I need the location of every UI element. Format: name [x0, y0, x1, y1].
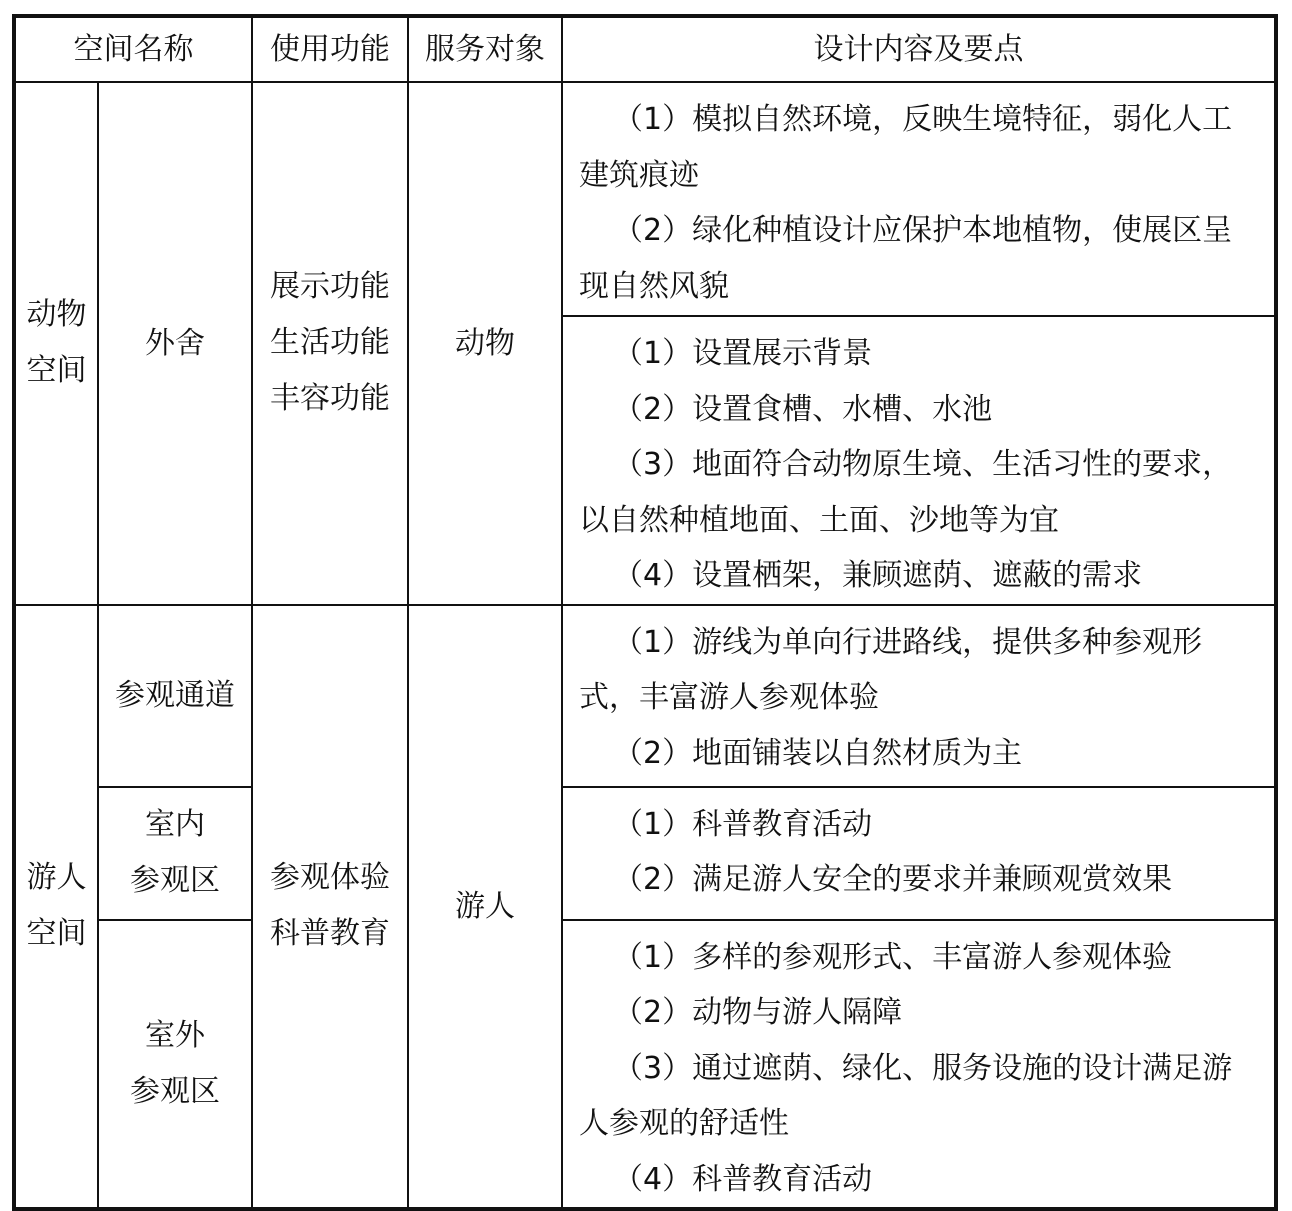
function-line: 展示功能 — [270, 269, 390, 305]
design-item: （1）设置展示背景 — [613, 336, 873, 371]
design-item: （4）科普教育活动 — [613, 1161, 873, 1197]
table-row — [14, 787, 1276, 920]
space-visitor — [14, 605, 98, 1210]
table-row — [14, 920, 1276, 1210]
subspace-line: 参观区 — [130, 1073, 220, 1109]
space-line: 空间 — [26, 916, 87, 952]
design-table — [12, 14, 1278, 1211]
header-row — [14, 16, 1276, 82]
space-line: 游人 — [26, 860, 87, 896]
design-item: （2）动物与游人隔障 — [613, 995, 903, 1030]
function-line: 科普教育 — [270, 916, 390, 952]
header-space-name: 空间名称 — [14, 16, 252, 82]
table-row — [14, 605, 1276, 787]
subspace-line: 参观区 — [130, 863, 220, 898]
design-item: （3）地面符合动物原生境、生活习性的要求，以自然种植地面、土面、沙地等为宜 — [579, 447, 1233, 538]
subspace-line: 室外 — [145, 1017, 205, 1053]
subspace-visit-path: 参观通道 — [98, 605, 252, 787]
function-line: 参观体验 — [270, 860, 390, 896]
functions-visitor — [252, 605, 408, 1210]
function-line: 生活功能 — [270, 325, 390, 361]
audience-visitor: 游人 — [408, 605, 562, 1210]
design-item: （1）模拟自然环境，反映生境特征，弱化人工建筑痕迹 — [579, 102, 1233, 193]
design-block — [562, 787, 1276, 920]
header-design-points: 设计内容及要点 — [562, 16, 1276, 82]
design-item: （1）游线为单向行进路线，提供多种参观形式，丰富游人参观体验 — [579, 624, 1203, 715]
design-item: （3）通过遮荫、绿化、服务设施的设计满足游人参观的舒适性 — [579, 1050, 1233, 1141]
space-animal — [14, 82, 98, 605]
space-line: 空间 — [26, 353, 87, 389]
header-function: 使用功能 — [252, 16, 408, 82]
subspace-outdoor — [98, 920, 252, 1210]
audience-animal: 动物 — [408, 82, 562, 605]
design-item: （2）满足游人安全的要求并兼顾观赏效果 — [613, 862, 1173, 897]
design-item: （4）设置栖架，兼顾遮荫、遮蔽的需求 — [613, 558, 1143, 593]
subspace-line: 室内 — [145, 807, 205, 842]
header-audience: 服务对象 — [408, 16, 562, 82]
design-item: （2）设置食槽、水槽、水池 — [613, 391, 993, 427]
function-line: 丰容功能 — [270, 381, 390, 417]
design-block — [562, 316, 1276, 605]
design-block — [562, 920, 1276, 1210]
table-row — [14, 82, 1276, 316]
design-item: （1）科普教育活动 — [613, 806, 873, 842]
design-item: （2）地面铺装以自然材质为主 — [613, 735, 1023, 771]
space-line: 动物 — [26, 297, 87, 333]
design-item: （2）绿化种植设计应保护本地植物，使展区呈现自然风貌 — [579, 213, 1233, 304]
subspace-indoor — [98, 787, 252, 920]
design-block — [562, 82, 1276, 316]
functions-animal — [252, 82, 408, 605]
design-block — [562, 605, 1276, 787]
subspace-outer-house: 外舍 — [98, 82, 252, 605]
design-item: （1）多样的参观形式、丰富游人参观体验 — [613, 939, 1173, 975]
